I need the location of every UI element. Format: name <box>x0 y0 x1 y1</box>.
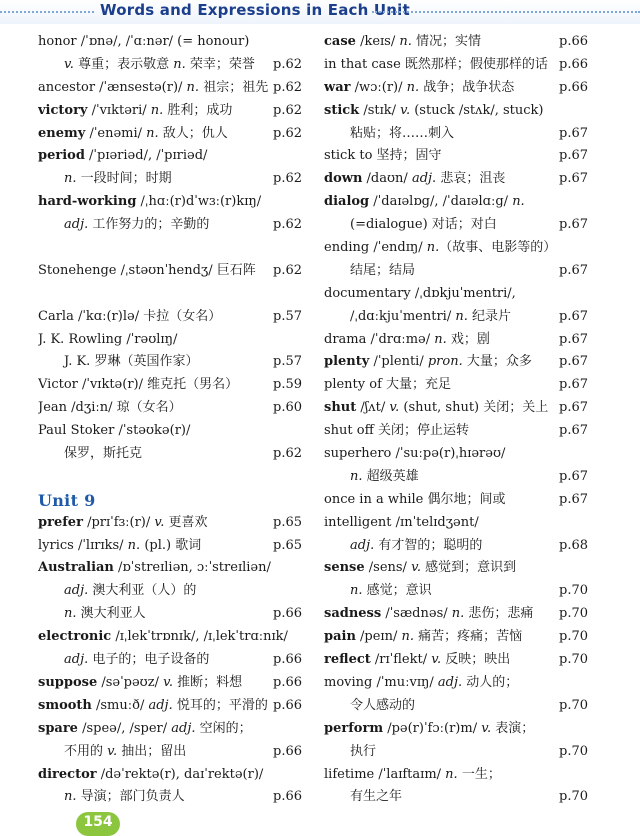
entry-line <box>324 260 588 283</box>
entry-line <box>38 214 302 237</box>
vocab-entry <box>38 535 302 558</box>
entry-line <box>324 306 588 329</box>
entry-line <box>324 580 588 603</box>
page-reference: p.62 <box>273 446 302 462</box>
entry-line <box>38 374 302 397</box>
entry-line <box>324 237 588 260</box>
vocab-entry <box>38 329 302 375</box>
spacer <box>38 237 302 260</box>
entry-text: 结尾；结局 <box>350 262 416 278</box>
entry-line <box>38 764 302 787</box>
entry-text: plenty of 大量；充足 <box>324 377 452 393</box>
vocab-entry <box>38 260 302 283</box>
entry-line <box>38 741 302 764</box>
entry-line <box>324 466 588 489</box>
page-reference: p.67 <box>559 331 588 347</box>
entry-text: shut off 关闭；停止运转 <box>324 423 469 439</box>
entry-line <box>324 489 588 512</box>
vocab-entry <box>324 557 588 603</box>
entry-line <box>324 168 588 191</box>
entry-line <box>38 580 302 603</box>
entry-text: reflect /rɪˈflekt/ v. 反映；映出 <box>324 652 511 668</box>
page-number-badge: 154 <box>76 812 120 836</box>
page-reference: p.66 <box>273 789 302 805</box>
page-reference: p.66 <box>273 652 302 668</box>
page-reference: p.67 <box>559 217 588 233</box>
page-reference: p.57 <box>273 308 302 324</box>
page-reference: p.67 <box>559 262 588 278</box>
vocab-entry <box>324 31 588 54</box>
page-reference: p.70 <box>559 743 588 759</box>
entry-text: adj. 澳大利亚（人）的 <box>64 583 197 599</box>
entry-text: honor /ˈɒnə/, /ˈɑːnər/ (= honour) <box>38 34 250 49</box>
entry-text: stick to 坚持；固守 <box>324 148 442 164</box>
entry-text: ancestor /ˈænsestə(r)/ n. 祖宗；祖先 <box>38 79 269 95</box>
entry-text: stick /stɪk/ v. (stuck /stʌk/, stuck) <box>324 102 544 118</box>
entry-text: suppose /səˈpəʊz/ v. 推断；料想 <box>38 674 243 690</box>
spacer <box>38 283 302 306</box>
entry-line <box>38 100 302 123</box>
vocab-entry <box>324 54 588 77</box>
entry-line <box>38 168 302 191</box>
page-reference: p.66 <box>559 34 588 49</box>
entry-text: moving /ˈmuːvɪŋ/ adj. 动人的； <box>324 674 519 690</box>
entry-text: period /ˈpɪəriəd/, /ˈpɪriəd/ <box>38 148 208 164</box>
entry-text: case /keɪs/ n. 情况；实情 <box>324 34 482 49</box>
entry-text: n. 感觉；意识 <box>350 583 432 599</box>
entry-line <box>38 443 302 466</box>
vocab-entry <box>324 329 588 352</box>
page-reference: p.66 <box>273 674 302 690</box>
entry-text: shut /ʃʌt/ v. (shut, shut) 关闭；关上 <box>324 400 549 416</box>
page-reference: p.67 <box>559 354 588 370</box>
entry-text: adj. 有才智的；聪明的 <box>350 537 483 553</box>
entry-line <box>324 695 588 718</box>
vocab-entry <box>324 100 588 146</box>
page-reference: p.62 <box>273 125 302 141</box>
vocab-entry <box>38 145 302 191</box>
page-reference: p.67 <box>559 171 588 187</box>
header-dotted-rule-right <box>372 11 640 13</box>
page-reference: p.67 <box>559 468 588 484</box>
entry-text: (=dialogue) 对话；对白 <box>350 217 497 233</box>
vocab-entry <box>324 512 588 558</box>
entry-text: director /dəˈrektə(r), daɪˈrektə(r)/ <box>38 766 264 782</box>
page-reference: p.66 <box>273 743 302 759</box>
entry-line <box>324 329 588 352</box>
entry-line <box>324 512 588 535</box>
entry-line <box>38 191 302 214</box>
entry-line <box>38 695 302 718</box>
entry-line <box>38 397 302 420</box>
entry-line <box>38 351 302 374</box>
page-reference: p.66 <box>273 606 302 622</box>
page-reference: p.67 <box>559 491 588 507</box>
entry-text: documentary /ˌdɒkjuˈmentri/, <box>324 285 516 301</box>
entry-text: 令人感动的 <box>350 697 416 713</box>
page-reference: p.62 <box>273 56 302 72</box>
entry-text: once in a while 偶尔地；间或 <box>324 491 506 507</box>
page-reference: p.62 <box>273 79 302 95</box>
page-reference: p.62 <box>273 102 302 118</box>
vocab-entry <box>38 77 302 100</box>
vocab-entry <box>324 626 588 649</box>
entry-line <box>324 283 588 306</box>
vocab-entry <box>38 191 302 237</box>
vocab-entry <box>38 397 302 420</box>
page-reference: p.57 <box>273 354 302 370</box>
entry-text: electronic /ɪˌlekˈtrɒnɪk/, /ɪˌlekˈtrɑːnɪk/ <box>38 629 288 645</box>
entry-text: down /daʊn/ adj. 悲哀；沮丧 <box>324 171 506 187</box>
entry-line <box>38 535 302 558</box>
entry-text: in that case 既然那样；假使那样的话 <box>324 56 548 72</box>
entry-line <box>324 557 588 580</box>
entry-line <box>324 77 588 100</box>
entry-text: hard-working /ˌhɑː(r)dˈwɜː(r)kɪŋ/ <box>38 194 262 210</box>
entry-text: 执行 <box>350 743 377 759</box>
vocab-entry <box>324 237 588 283</box>
page-reference: p.70 <box>559 629 588 645</box>
vocab-entry <box>324 145 588 168</box>
entry-text: drama /ˈdrɑːmə/ n. 戏；剧 <box>324 331 490 347</box>
entry-line <box>324 443 588 466</box>
entry-line <box>38 649 302 672</box>
vocab-entry <box>38 374 302 397</box>
vocab-entry <box>38 626 302 672</box>
entry-text: n. 超级英雄 <box>350 468 419 484</box>
vocab-entry <box>324 603 588 626</box>
entry-text: v. 尊重；表示敬意 n. 荣幸；荣誉 <box>64 56 255 72</box>
entry-text: war /wɔː(r)/ n. 战争；战争状态 <box>324 79 515 95</box>
entry-text: prefer /prɪˈfɜː(r)/ v. 更喜欢 <box>38 514 208 530</box>
entry-text: sense /sens/ v. 感觉到；意识到 <box>324 560 517 576</box>
left-column <box>38 31 302 809</box>
entry-line <box>324 191 588 214</box>
page-reference: p.67 <box>559 423 588 439</box>
vocab-entry <box>38 557 302 626</box>
entry-text: dialog /ˈdaɪəlɒg/, /ˈdaɪəlɑːg/ n. <box>324 194 525 210</box>
entry-line <box>38 77 302 100</box>
entry-line <box>324 649 588 672</box>
page-reference: p.70 <box>559 606 588 622</box>
vocab-entry <box>324 191 588 237</box>
vocab-entry <box>324 420 588 443</box>
page-reference: p.60 <box>273 400 302 416</box>
entry-text: spare /speə/, /sper/ adj. 空闲的； <box>38 720 252 736</box>
page-reference: p.65 <box>273 537 302 553</box>
entry-text: n. 澳大利亚人 <box>64 606 146 622</box>
entry-line <box>38 306 302 329</box>
entry-line <box>324 214 588 237</box>
entry-line <box>324 145 588 168</box>
vocab-entry <box>324 443 588 489</box>
entry-line <box>324 374 588 397</box>
entry-line <box>324 351 588 374</box>
vocab-entry <box>324 168 588 191</box>
page-reference: p.67 <box>559 125 588 141</box>
entry-text: Paul Stoker /ˈstəʊkə(r)/ <box>38 423 191 439</box>
entry-line <box>324 718 588 741</box>
entry-line <box>38 145 302 168</box>
vocab-entry <box>38 512 302 535</box>
vocab-entry <box>324 397 588 420</box>
entry-text: 有生之年 <box>350 789 403 805</box>
page-reference: p.67 <box>559 308 588 324</box>
entry-line <box>324 54 588 77</box>
vocab-entry <box>324 489 588 512</box>
entry-text: intelligent /ɪnˈtelɪdʒənt/ <box>324 514 479 530</box>
page-reference: p.62 <box>273 217 302 233</box>
entry-text: Carla /ˈkɑː(r)lə/ 卡拉（女名） <box>38 308 222 324</box>
page-reference: p.70 <box>559 697 588 713</box>
vocab-entry <box>38 718 302 764</box>
page-reference: p.66 <box>559 56 588 72</box>
unit-heading: Unit 9 <box>38 490 96 510</box>
vocab-entry <box>324 77 588 100</box>
entry-text: J. K. 罗琳（英国作家） <box>64 354 199 370</box>
entry-text: Australian /ɒˈstreɪliən, ɔːˈstreɪliən/ <box>38 560 271 576</box>
vocab-entry <box>38 764 302 810</box>
page-reference: p.68 <box>559 537 588 553</box>
entry-line <box>38 672 302 695</box>
entry-text: n. 一段时间；时期 <box>64 171 172 187</box>
page-reference: p.67 <box>559 377 588 393</box>
page-reference: p.67 <box>559 148 588 164</box>
entry-line <box>38 786 302 809</box>
page-reference: p.62 <box>273 171 302 187</box>
entry-text: sadness /ˈsædnəs/ n. 悲伤；悲痛 <box>324 606 534 622</box>
entry-line <box>324 672 588 695</box>
spacer <box>38 466 302 489</box>
entry-text: J. K. Rowling /ˈrəʊlɪŋ/ <box>38 331 178 347</box>
page-header <box>0 0 640 24</box>
entry-line <box>38 557 302 580</box>
entry-line <box>38 626 302 649</box>
vocab-entry <box>324 374 588 397</box>
vocab-entry <box>38 420 302 466</box>
page-reference: p.62 <box>273 262 302 278</box>
entry-line <box>324 603 588 626</box>
page-reference: p.70 <box>559 652 588 668</box>
entry-text: superhero /ˈsuːpə(r)ˌhɪərəʊ/ <box>324 446 506 462</box>
entry-line <box>38 329 302 352</box>
entry-line <box>324 764 588 787</box>
vocab-entry <box>38 306 302 329</box>
entry-line <box>324 123 588 146</box>
entry-text: perform /pə(r)ˈfɔː(r)m/ v. 表演； <box>324 720 535 736</box>
entry-line <box>324 420 588 443</box>
entry-text: ending /ˈendɪŋ/ n.（故事、电影等的） <box>324 240 557 256</box>
entry-text: Stonehenge /ˌstəʊnˈhendʒ/ 巨石阵 <box>38 262 256 278</box>
vocab-entry <box>324 351 588 374</box>
entry-text: 粘贴；将……刺入 <box>350 125 455 141</box>
vocab-entry <box>324 764 588 810</box>
page-reference: p.70 <box>559 583 588 599</box>
vocab-entry <box>38 31 302 77</box>
vocab-entry <box>38 100 302 123</box>
page-reference: p.59 <box>273 377 302 393</box>
entry-line <box>324 741 588 764</box>
page-header-title: Words and Expressions in Each Unit <box>100 1 410 19</box>
entry-line <box>38 123 302 146</box>
entry-line <box>38 512 302 535</box>
entry-line <box>38 260 302 283</box>
entry-line <box>324 786 588 809</box>
vocab-entry <box>324 672 588 718</box>
entry-line <box>38 718 302 741</box>
entry-text: smooth /smuːð/ adj. 悦耳的；平滑的 <box>38 697 268 713</box>
vocab-entry <box>38 672 302 695</box>
entry-line <box>38 603 302 626</box>
entry-text: plenty /ˈplenti/ pron. 大量；众多 <box>324 354 532 370</box>
entry-line <box>324 100 588 123</box>
page-reference: p.70 <box>559 789 588 805</box>
page-reference: p.66 <box>273 697 302 713</box>
entry-line <box>38 54 302 77</box>
page-reference: p.67 <box>559 400 588 416</box>
entry-line <box>38 420 302 443</box>
entry-text: lyrics /ˈlɪrɪks/ n. (pl.) 歌词 <box>38 537 202 553</box>
vocab-entry <box>38 695 302 718</box>
entry-line <box>324 31 588 54</box>
page-reference: p.65 <box>273 514 302 530</box>
entry-text: adj. 电子的；电子设备的 <box>64 652 210 668</box>
entry-text: adj. 工作努力的；辛勤的 <box>64 217 210 233</box>
entry-line <box>324 626 588 649</box>
entry-text: victory /ˈvɪktəri/ n. 胜利；成功 <box>38 102 233 118</box>
right-column <box>324 31 588 809</box>
entry-text: Victor /ˈvɪktə(r)/ 维克托（男名） <box>38 377 239 393</box>
entry-text: 保罗，斯托克 <box>64 446 143 462</box>
entry-text: pain /peɪn/ n. 痛苦；疼痛；苦恼 <box>324 629 523 645</box>
vocab-entry <box>324 649 588 672</box>
entry-line <box>324 397 588 420</box>
vocab-entry <box>324 283 588 329</box>
entry-text: enemy /ˈenəmi/ n. 敌人；仇人 <box>38 125 228 141</box>
entry-line <box>324 535 588 558</box>
entry-text: lifetime /ˈlaɪftaɪm/ n. 一生； <box>324 766 501 782</box>
vocab-entry <box>38 123 302 146</box>
entry-text: n. 导演；部门负责人 <box>64 789 185 805</box>
header-dotted-rule-left <box>0 11 94 13</box>
entry-text: 不用的 v. 抽出；留出 <box>64 743 187 759</box>
vocab-entry <box>324 718 588 764</box>
entry-text: Jean /dʒiːn/ 琼（女名） <box>38 400 182 416</box>
entry-line <box>38 31 302 54</box>
page-reference: p.66 <box>559 79 588 95</box>
entry-text: /ˌdɑːkjuˈmentri/ n. 纪录片 <box>350 308 511 324</box>
